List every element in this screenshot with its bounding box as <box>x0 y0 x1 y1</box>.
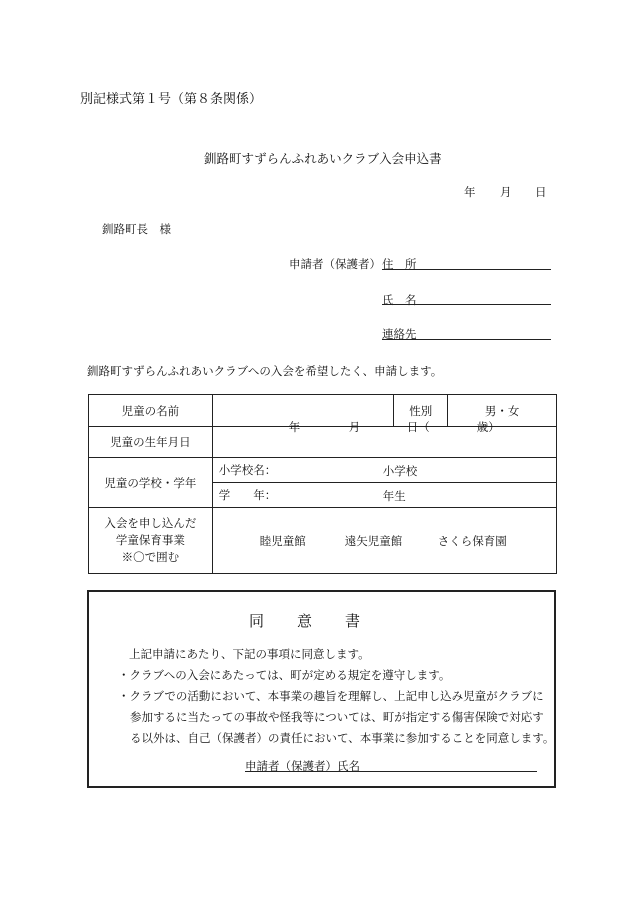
applicant-contact-label: 連絡先 <box>382 327 417 341</box>
row-school <box>89 458 557 483</box>
birth-month: 月 <box>348 420 361 434</box>
school-label: 児童の学校・学年 <box>89 458 213 508</box>
address-underline <box>382 269 551 270</box>
row-birth <box>89 427 557 458</box>
birth-age: 歳） <box>476 420 500 434</box>
consent-item2-line2: 参加するに当たっての事故や怪我等については、町が指定する傷害保険で対応す <box>130 710 544 724</box>
row-program <box>89 508 557 574</box>
contact-underline <box>382 339 551 340</box>
date-year-label: 年 <box>464 185 476 199</box>
date-month-label: 月 <box>500 185 512 199</box>
program-label-line2: 学童保育事業 <box>115 533 185 547</box>
grade-suffix: 年生 <box>382 489 406 503</box>
program-option-mutsumi[interactable]: 睦児童館 <box>259 534 306 548</box>
signature-label: 申請者（保護者）氏名 <box>245 759 360 773</box>
school-name-label: 小学校名： <box>218 463 277 477</box>
consent-item2-line1: ・クラブでの活動において、本事業の趣旨を理解し、上記申し込み児童がクラブに <box>118 689 544 703</box>
consent-title: 同 意 書 <box>249 612 362 630</box>
program-option-toya[interactable]: 遠矢児童館 <box>344 534 403 548</box>
addressee: 釧路町長 様 <box>102 222 171 236</box>
gender-label: 性別 <box>394 395 448 427</box>
date-day-label: 日 <box>535 185 547 199</box>
program-options <box>212 508 556 574</box>
consent-item2-line3: る以外は、自己（保護者）の責任において、本事業に参加することを同意します。 <box>130 731 555 745</box>
birth-day: 日（ <box>406 420 430 434</box>
gender-options[interactable]: 男・女 <box>448 395 557 427</box>
form-title: 釧路町すずらんふれあいクラブ入会申込書 <box>204 151 442 166</box>
program-label-line3: ※〇で囲む <box>121 550 180 564</box>
applicant-name-label: 氏 名 <box>382 293 417 307</box>
consent-box <box>87 590 556 788</box>
form-number: 別記様式第１号（第８条関係） <box>80 92 263 107</box>
signature-underline[interactable] <box>245 771 537 772</box>
school-suffix: 小学校 <box>382 464 418 478</box>
child-name-field[interactable] <box>212 395 394 427</box>
school-name-field[interactable] <box>212 458 556 483</box>
name-underline <box>382 304 551 305</box>
request-text: 釧路町すずらんふれあいクラブへの入会を希望したく、申請します。 <box>87 364 443 378</box>
application-table <box>88 394 557 574</box>
birth-year: 年 <box>288 420 301 434</box>
birth-label: 児童の生年月日 <box>89 427 213 458</box>
applicant-address-label: 住 所 <box>382 257 417 271</box>
program-label-line1: 入会を申し込んだ <box>104 516 197 530</box>
birth-field[interactable] <box>212 420 556 458</box>
applicant-label: 申請者（保護者） <box>289 257 381 271</box>
program-option-sakura[interactable]: さくら保育園 <box>437 534 507 548</box>
consent-intro: 上記申請にあたり、下記の事項に同意します。 <box>129 647 370 661</box>
grade-label: 学 年： <box>218 488 277 502</box>
child-name-label: 児童の名前 <box>89 395 213 427</box>
consent-item1: ・クラブへの入会にあたっては、町が定める規定を遵守します。 <box>118 668 451 682</box>
program-label <box>89 508 213 574</box>
grade-field[interactable] <box>212 483 556 508</box>
